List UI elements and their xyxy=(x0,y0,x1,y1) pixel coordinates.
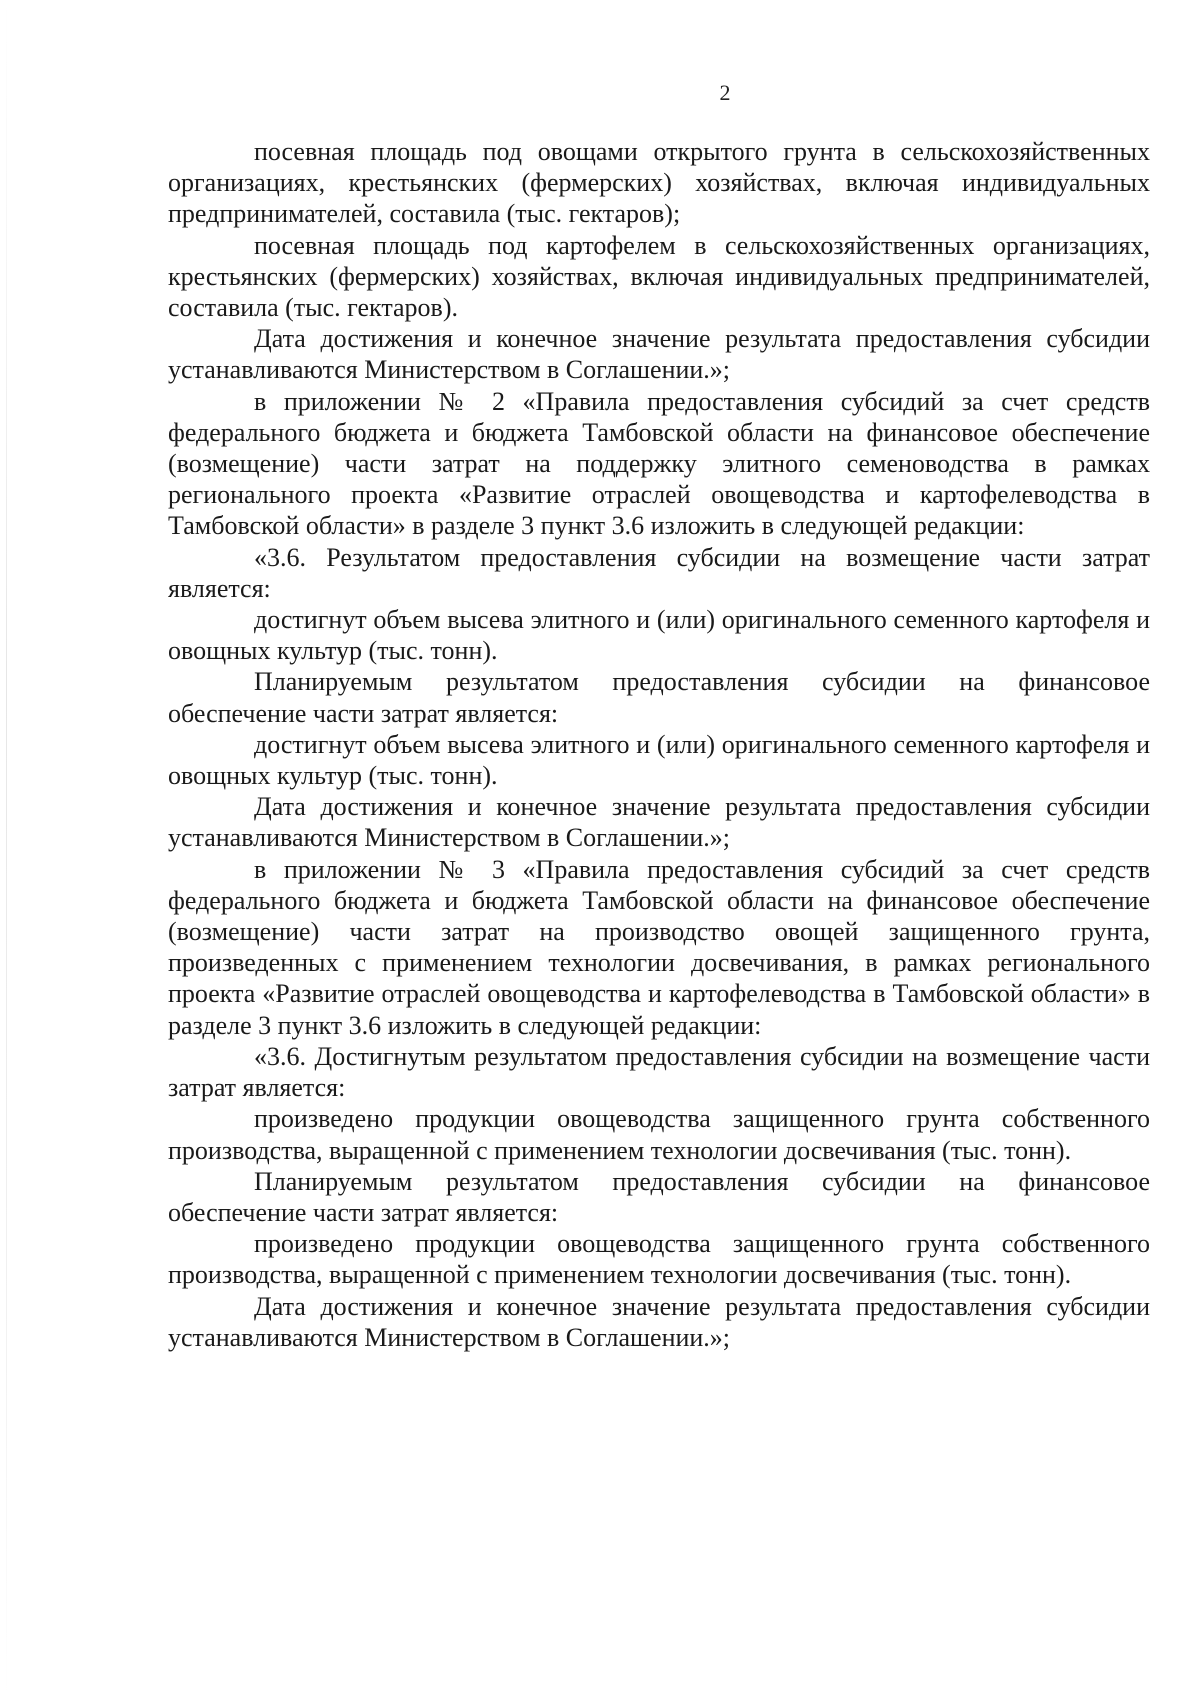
paragraph-potato-area: посевная площадь под картофелем в сельскохозяйственных организациях, крестьянских (фермерских) хозяйствах, включая индивидуальных предпринимателей, составила (тыс. гектаров). xyxy=(168,230,1150,323)
paragraph-appendix-2: в приложении № 2 «Правила предоставления субсидий за счет средств федерального бюджета и бюджета Тамбовской области на финансовое обеспечение (возмещение) части затрат на поддержку элитного семеноводства в рамках регионального проекта «Развитие отраслей овощеводства и картофелеводства в Тамбовской области» в разделе 3 пункт 3.6 изложить в следующей редакции: xyxy=(168,386,1150,541)
paragraph-vegetables-area: посевная площадь под овощами открытого грунта в сельскохозяйственных организациях, крестьянских (фермерских) хозяйствах, включая индивидуальных предпринимателей, составила (тыс. гектаров); xyxy=(168,137,1150,229)
paragraph-greenhouse-output-1: произведено продукции овощеводства защищенного грунта собственного производства, выращенной с применением технологии досвечивания (тыс. тонн). xyxy=(168,1104,1150,1165)
paragraph-planned-result-2: Планируемым результатом предоставления субсидии на финансовое обеспечение части затрат является: xyxy=(168,1166,1150,1227)
page-number: 2 xyxy=(719,80,731,105)
scan-edge-shadow xyxy=(6,0,7,1697)
paragraph-date-result-2: Дата достижения и конечное значение результата предоставления субсидии устанавливаются Министерством в Соглашении.»; xyxy=(168,792,1150,853)
document-body xyxy=(168,136,1150,1353)
paragraph-appendix-3: в приложении № 3 «Правила предоставления субсидий за счет средств федерального бюджета и бюджета Тамбовской области на финансовое обеспечение (возмещение) части затрат на производство овощей защищенного грунта, произведенных с применением технологии досвечивания, в рамках регионального проекта «Развитие отраслей овощеводства и картофелеводства в Тамбовской области» в разделе 3 пункт 3.6 изложить в следующей редакции: xyxy=(168,854,1150,1040)
paragraph-planned-result-1: Планируемым результатом предоставления субсидии на финансовое обеспечение части затрат является: xyxy=(168,667,1150,728)
paragraph-clause-3-6-a: «3.6. Результатом предоставления субсидии на возмещение части затрат является: xyxy=(168,542,1150,603)
paragraph-date-result-3: Дата достижения и конечное значение результата предоставления субсидии устанавливаются Министерством в Соглашении.»; xyxy=(168,1291,1150,1352)
paragraph-seed-volume-2: достигнут объем высева элитного и (или) оригинального семенного картофеля и овощных культур (тыс. тонн). xyxy=(168,729,1150,791)
paragraph-greenhouse-output-2: произведено продукции овощеводства защищенного грунта собственного производства, выращенной с применением технологии досвечивания (тыс. тонн). xyxy=(168,1229,1150,1290)
paragraph-clause-3-6-b: «3.6. Достигнутым результатом предоставления субсидии на возмещение части затрат является: xyxy=(168,1041,1150,1103)
paragraph-date-result-1: Дата достижения и конечное значение результата предоставления субсидии устанавливаются Министерством в Соглашении.»; xyxy=(168,324,1150,385)
paragraph-seed-volume-1: достигнут объем высева элитного и (или) оригинального семенного картофеля и овощных культур (тыс. тонн). xyxy=(168,605,1150,666)
